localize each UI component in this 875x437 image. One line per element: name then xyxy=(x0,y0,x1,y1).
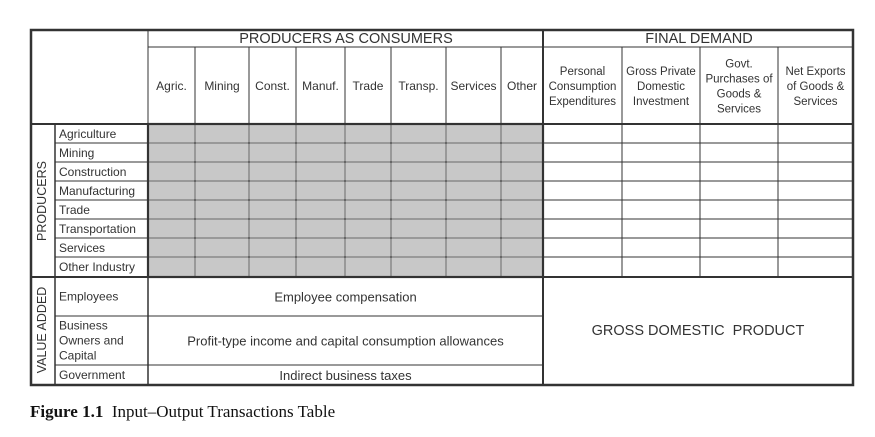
intermediate-cell xyxy=(297,125,344,142)
intermediate-cell xyxy=(149,163,194,180)
value-added-row-content: Employee compensation xyxy=(274,289,417,305)
intermediate-cell xyxy=(346,144,390,161)
value-added-rows xyxy=(59,290,504,384)
intermediate-cell xyxy=(502,239,542,256)
intermediate-cell xyxy=(502,163,542,180)
consumer-column-header: Trade xyxy=(352,79,384,93)
intermediate-cell xyxy=(250,258,295,276)
intermediate-cell xyxy=(196,163,248,180)
final-demand-column-header: Net Exports of Goods & Services xyxy=(785,66,846,108)
consumer-column-headers xyxy=(156,79,537,93)
intermediate-cell xyxy=(196,201,248,218)
consumer-column-header: Agric. xyxy=(156,79,187,93)
intermediate-cell xyxy=(447,125,500,142)
consumer-column-header: Transp. xyxy=(398,79,439,93)
intermediate-cell xyxy=(196,182,248,199)
intermediate-cell xyxy=(346,239,390,256)
final-demand-column-header: Govt. Purchases of Goods & Services xyxy=(705,58,773,116)
intermediate-cell xyxy=(447,220,500,237)
intermediate-cell xyxy=(149,201,194,218)
intermediate-cell xyxy=(392,239,445,256)
final-demand-column-header: Personal Consumption Expenditures xyxy=(548,66,617,108)
producer-row-label: Construction xyxy=(59,165,127,179)
intermediate-cell xyxy=(392,182,445,199)
value-added-row-label: Government xyxy=(59,368,126,382)
producer-row-label: Agriculture xyxy=(59,127,117,141)
intermediate-cell xyxy=(502,182,542,199)
intermediate-cell xyxy=(447,258,500,276)
intermediate-cell xyxy=(297,220,344,237)
intermediate-cell xyxy=(502,201,542,218)
intermediate-cell xyxy=(392,220,445,237)
value-added-row-label: Business Owners and Capital xyxy=(59,318,124,363)
intermediate-cell xyxy=(196,239,248,256)
value-added-row-content: Indirect business taxes xyxy=(279,368,412,383)
consumer-column-header: Services xyxy=(450,79,497,93)
producer-row-label: Other Industry xyxy=(59,260,136,274)
intermediate-cell xyxy=(447,182,500,199)
figure-number: Figure 1.1 xyxy=(30,402,104,421)
producers-as-consumers-header: PRODUCERS AS CONSUMERS xyxy=(239,31,453,47)
intermediate-cell xyxy=(447,201,500,218)
intermediate-cell xyxy=(250,239,295,256)
intermediate-cell xyxy=(149,220,194,237)
intermediate-cell xyxy=(250,163,295,180)
intermediate-cell xyxy=(346,182,390,199)
consumer-column-header: Mining xyxy=(204,79,240,93)
value-added-side-label: VALUE ADDED xyxy=(35,286,49,374)
intermediate-cell xyxy=(297,201,344,218)
figure-caption xyxy=(30,402,335,422)
intermediate-cell xyxy=(149,144,194,161)
intermediate-cell xyxy=(149,125,194,142)
intermediate-cell xyxy=(502,144,542,161)
intermediate-cell xyxy=(392,125,445,142)
intermediate-cell xyxy=(250,125,295,142)
producer-row-label: Manufacturing xyxy=(59,184,136,198)
producers-side-label: PRODUCERS xyxy=(35,161,49,241)
intermediate-cell xyxy=(392,258,445,276)
intermediate-cell xyxy=(196,144,248,161)
producer-row-label: Transportation xyxy=(59,222,136,236)
intermediate-cell xyxy=(346,258,390,276)
intermediate-cell xyxy=(447,144,500,161)
intermediate-cell xyxy=(346,220,390,237)
intermediate-cell xyxy=(149,182,194,199)
gdp-label: GROSS DOMESTIC PRODUCT xyxy=(591,323,805,339)
producer-row-label: Mining xyxy=(59,146,95,160)
intermediate-cell xyxy=(297,239,344,256)
intermediate-cell xyxy=(392,201,445,218)
intermediate-cell xyxy=(149,258,194,276)
intermediate-cell xyxy=(502,258,542,276)
value-added-row-content: Profit-type income and capital consumption allowances xyxy=(187,333,504,349)
intermediate-cell xyxy=(392,144,445,161)
producer-row-label: Services xyxy=(59,241,106,255)
final-demand-column-headers xyxy=(549,59,846,116)
intermediate-cell xyxy=(447,163,500,180)
consumer-column-header: Const. xyxy=(255,79,290,93)
value-added-row-label: Employees xyxy=(59,289,119,304)
intermediate-cell xyxy=(297,144,344,161)
intermediate-cell xyxy=(297,258,344,276)
intermediate-cell xyxy=(196,220,248,237)
intermediate-cell xyxy=(346,163,390,180)
intermediate-cell xyxy=(250,220,295,237)
intermediate-cell xyxy=(297,182,344,199)
figure-title: Input–Output Transactions Table xyxy=(111,402,336,421)
intermediate-cell xyxy=(346,125,390,142)
consumer-column-header: Manuf. xyxy=(302,79,339,93)
final-demand-column-header: Gross Private Domestic Investment xyxy=(626,66,696,108)
intermediate-cell xyxy=(297,163,344,180)
intermediate-cell xyxy=(502,220,542,237)
consumer-column-header: Other xyxy=(506,79,538,93)
intermediate-cell xyxy=(502,125,542,142)
intermediate-cell xyxy=(149,239,194,256)
intermediate-cell xyxy=(196,258,248,276)
intermediate-cell xyxy=(250,182,295,199)
intermediate-cell xyxy=(392,163,445,180)
intermediate-cell xyxy=(447,239,500,256)
producer-row-label: Trade xyxy=(59,203,90,217)
final-demand-header: FINAL DEMAND xyxy=(645,31,753,47)
intermediate-cell xyxy=(346,201,390,218)
intermediate-cell xyxy=(250,201,295,218)
intermediate-cell xyxy=(196,125,248,142)
intermediate-cell xyxy=(250,144,295,161)
